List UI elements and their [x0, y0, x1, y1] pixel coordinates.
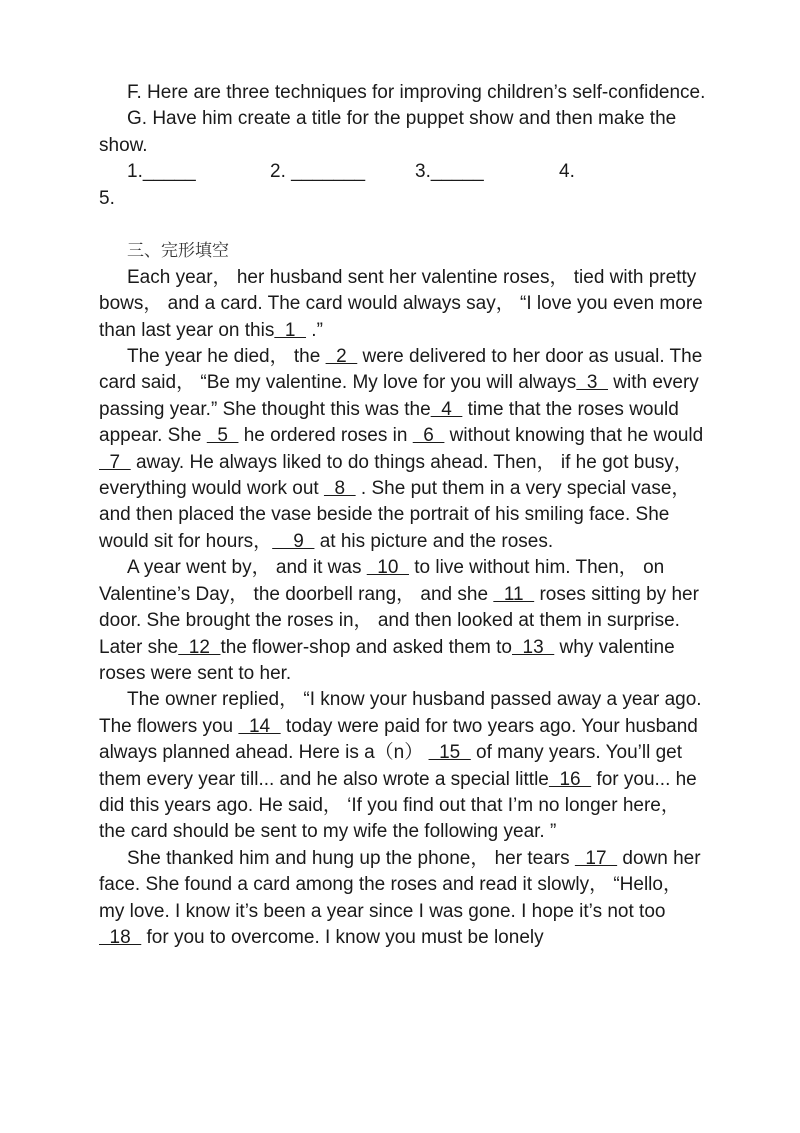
- cloze-paragraph-4: The owner replied， “I know your husband passed away a year ago. The flowers you 14 today were paid for two years ago. Your husband always planned ahead. Here is a（n） 15 of many years. You’ll get them every year till... and he also wrote a special little 16 for you... he did this years ago. He said， ‘If you find out that I’m no longer here， the card should be sent to my wife the following year. ”: [99, 689, 702, 843]
- blank-11: 11: [493, 583, 535, 605]
- answer-1: 1._____: [127, 161, 196, 183]
- answer-3-blank: _____: [430, 161, 484, 183]
- blank-1: 1: [274, 319, 307, 341]
- blank-15: 15: [428, 742, 471, 764]
- answer-1-blank: _____: [142, 161, 196, 183]
- blank-5: 5: [206, 425, 239, 447]
- blank-17: 17: [574, 847, 618, 869]
- blank-8: 8: [323, 478, 356, 500]
- cloze-paragraph-1: Each year， her husband sent her valentine roses， tied with pretty bows， and a card. The card would always say， “I love you even more than last year on this 1 .”: [99, 266, 703, 341]
- option-g: G. Have him create a title for the puppet show and then make the show.: [99, 108, 677, 156]
- blank-4: 4: [430, 398, 463, 420]
- blank-14: 14: [238, 715, 281, 737]
- answer-2-blank: _______: [291, 161, 366, 183]
- cloze-paragraph-5: She thanked him and hung up the phone， her tears 17 down her face. She found a card among the roses and read it slowly， “Hello， my love. I know it’s been a year since I was gone. I hope it’s not too 18 for you to overcome. I know you must be lonely: [99, 847, 701, 948]
- cloze-paragraph-3: A year went by， and it was 10 to live without him. Then， on Valentine’s Day， the doorbell rang， and she 11 roses sitting by her door. She brought the roses in， and then looked at them in surprise. Later she 12 the flower-shop and asked them to 13 why valentine roses were sent to her.: [99, 557, 699, 684]
- answer-4: 4.: [559, 161, 575, 183]
- blank-7: 7: [99, 451, 131, 473]
- blank-16: 16: [548, 768, 592, 790]
- section-title: 三、完形填空: [127, 241, 229, 262]
- blank-2: 2: [325, 346, 358, 368]
- answer-2: 2. _______: [270, 161, 366, 183]
- answer-3: 3._____: [415, 161, 484, 183]
- cloze-paragraph-2: The year he died， the 2 were delivered to her door as usual. The card said， “Be my valentine. My love for you will always 3 with every passing year.” She thought this was the 4 time that the roses would appear. She 5 he ordered roses in 6 without knowing that he would 7 away. He always liked to do things ahead. Then， if he got busy， everything would work out 8 . She put them in a very special vase， and then placed the vase beside the portrait of his smiling face. She would sit for hours， 9 at his picture and the roses.: [99, 346, 704, 552]
- option-f: F. Here are three techniques for improving children’s self-confidence.: [127, 82, 706, 103]
- document-page: [99, 80, 709, 951]
- blank-9: 9: [272, 530, 315, 552]
- blank-18: 18: [99, 926, 142, 948]
- blank-10: 10: [366, 557, 409, 579]
- answer-5: 5.: [99, 187, 115, 209]
- answer-line: [127, 159, 709, 185]
- blank-12: 12: [178, 636, 221, 658]
- blank-3: 3: [576, 372, 608, 394]
- blank-6: 6: [412, 425, 445, 447]
- blank-13: 13: [512, 636, 555, 658]
